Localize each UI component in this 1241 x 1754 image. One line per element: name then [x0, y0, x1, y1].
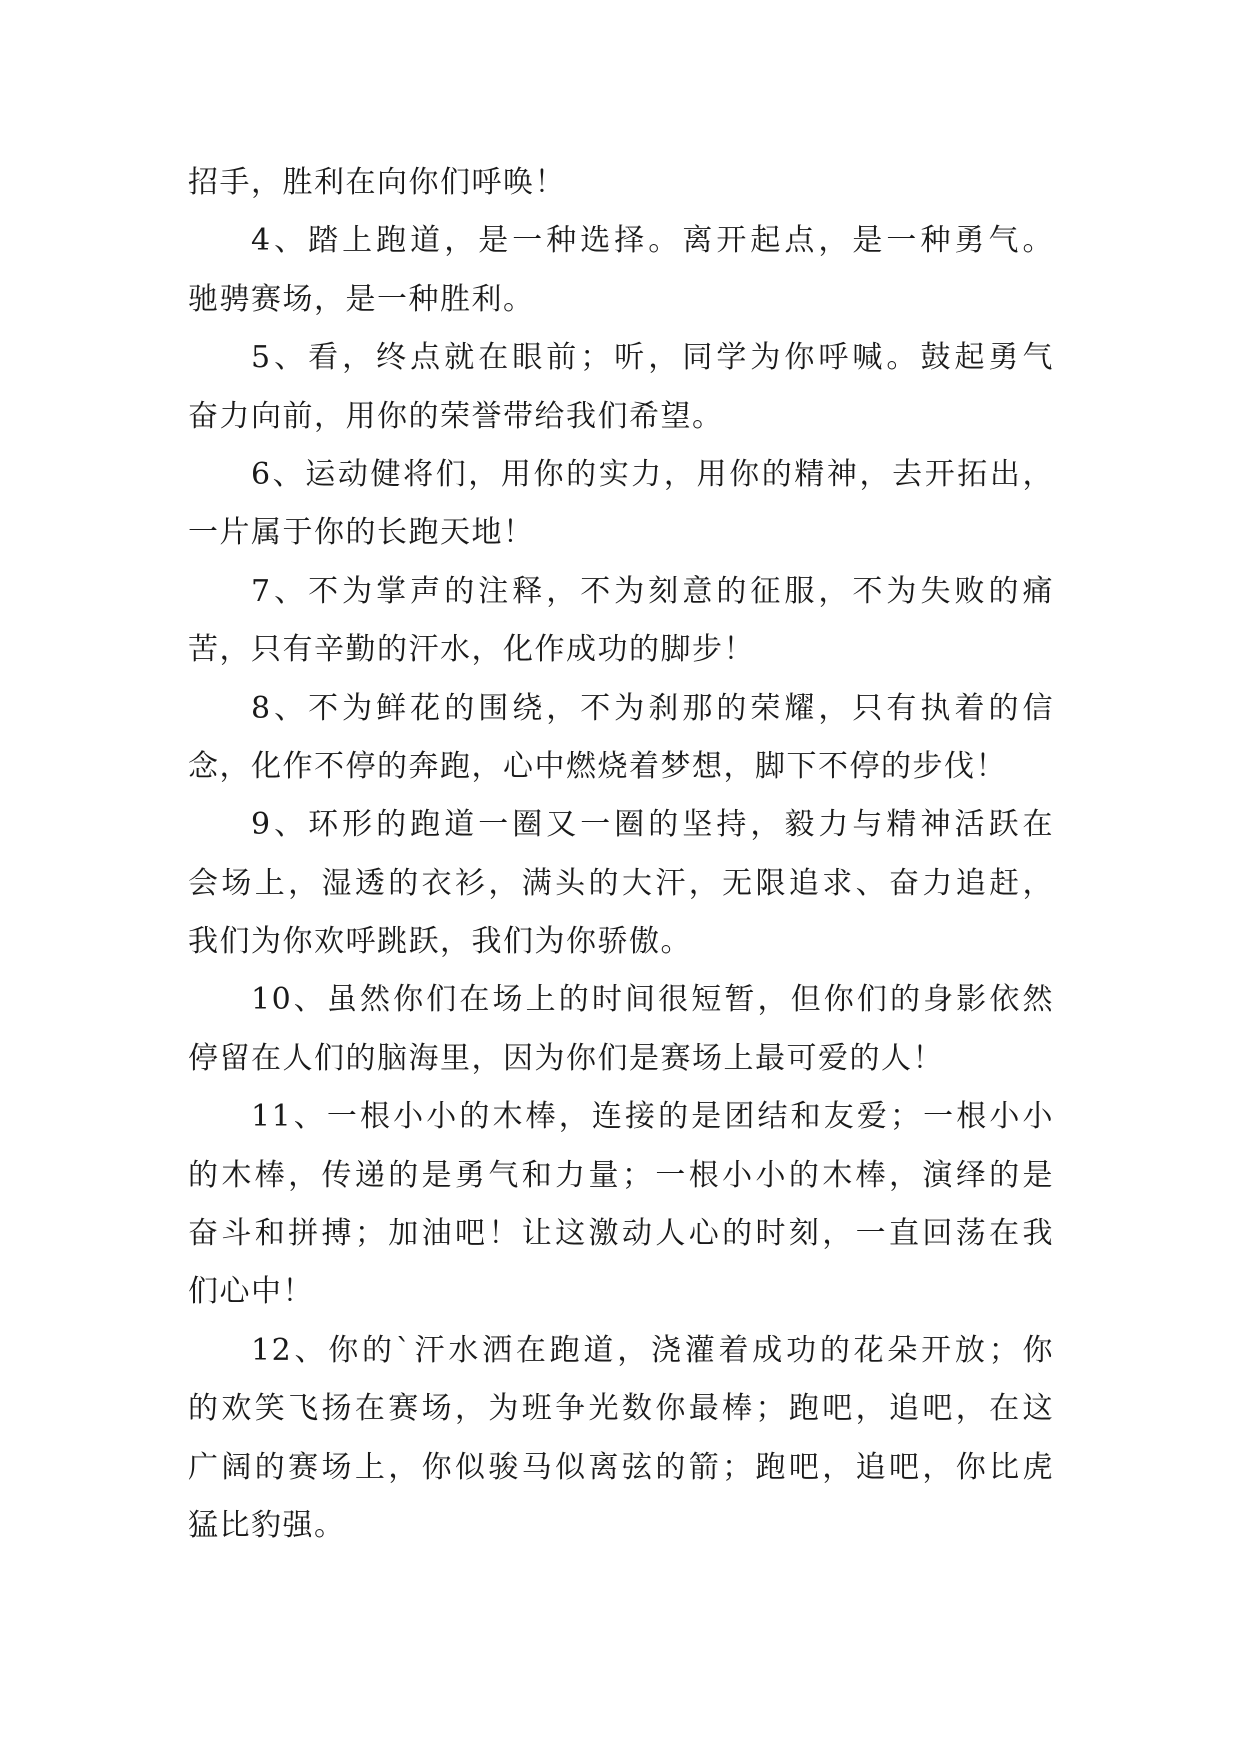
text-line: 7、不为掌声的注释，不为刻意的征服，不为失败的痛	[251, 573, 1054, 609]
text-line: 招手，胜利在向你们呼唤！	[188, 165, 566, 200]
text-line: 驰骋赛场，是一种胜利。	[188, 281, 535, 317]
paragraph-7	[188, 563, 1054, 680]
document-body	[188, 154, 1054, 1555]
text-line: 一片属于你的长跑天地！	[188, 515, 535, 551]
text-line: 8、不为鲜花的围绕，不为刹那的荣耀，只有执着的信	[251, 690, 1054, 726]
text-line: 10、虽然你们在场上的时间很短暂，但你们的身影依然	[251, 982, 1054, 1018]
text-line: 猛比豹强。	[188, 1507, 346, 1543]
paragraph-4	[188, 212, 1054, 329]
text-line: 会场上，湿透的衣衫，满头的大汗，无限追求、奋力追赶，	[188, 865, 1054, 901]
text-line: 12、你的`汗水洒在跑道，浇灌着成功的花朵开放；你	[251, 1332, 1054, 1368]
text-line: 的木棒，传递的是勇气和力量；一根小小的木棒，演绎的是	[188, 1157, 1054, 1193]
paragraph-5	[188, 329, 1054, 446]
text-line: 奋力向前，用你的荣誉带给我们希望。	[188, 398, 724, 434]
text-line: 停留在人们的脑海里，因为你们是赛场上最可爱的人！	[188, 1040, 944, 1076]
paragraph-8	[188, 680, 1054, 797]
text-line: 念，化作不停的奔跑，心中燃烧着梦想，脚下不停的步伐！	[188, 748, 1007, 784]
paragraph-continuation	[188, 154, 1054, 212]
paragraph-6	[188, 446, 1054, 563]
text-line: 苦，只有辛勤的汗水，化作成功的脚步！	[188, 632, 755, 668]
text-line: 4、踏上跑道，是一种选择。离开起点，是一种勇气。	[251, 223, 1054, 259]
text-line: 我们为你欢呼跳跃，我们为你骄傲。	[188, 924, 692, 960]
text-line: 广阔的赛场上，你似骏马似离弦的箭；跑吧，追吧，你比虎	[188, 1449, 1054, 1485]
paragraph-11	[188, 1088, 1054, 1322]
text-line: 奋斗和拼搏；加油吧！让这激动人心的时刻，一直回荡在我	[188, 1216, 1054, 1252]
paragraph-9	[188, 796, 1054, 971]
paragraph-12	[188, 1322, 1054, 1556]
text-line: 6、运动健将们，用你的实力，用你的精神，去开拓出，	[251, 456, 1054, 492]
text-line: 5、看，终点就在眼前；听，同学为你呼喊。鼓起勇气	[251, 340, 1054, 376]
paragraph-10	[188, 971, 1054, 1088]
text-line: 们心中！	[188, 1274, 314, 1310]
text-line: 9、环形的跑道一圈又一圈的坚持，毅力与精神活跃在	[251, 807, 1054, 843]
text-line: 的欢笑飞扬在赛场，为班争光数你最棒；跑吧，追吧，在这	[188, 1391, 1054, 1427]
text-line: 11、一根小小的木棒，连接的是团结和友爱；一根小小	[251, 1099, 1054, 1135]
